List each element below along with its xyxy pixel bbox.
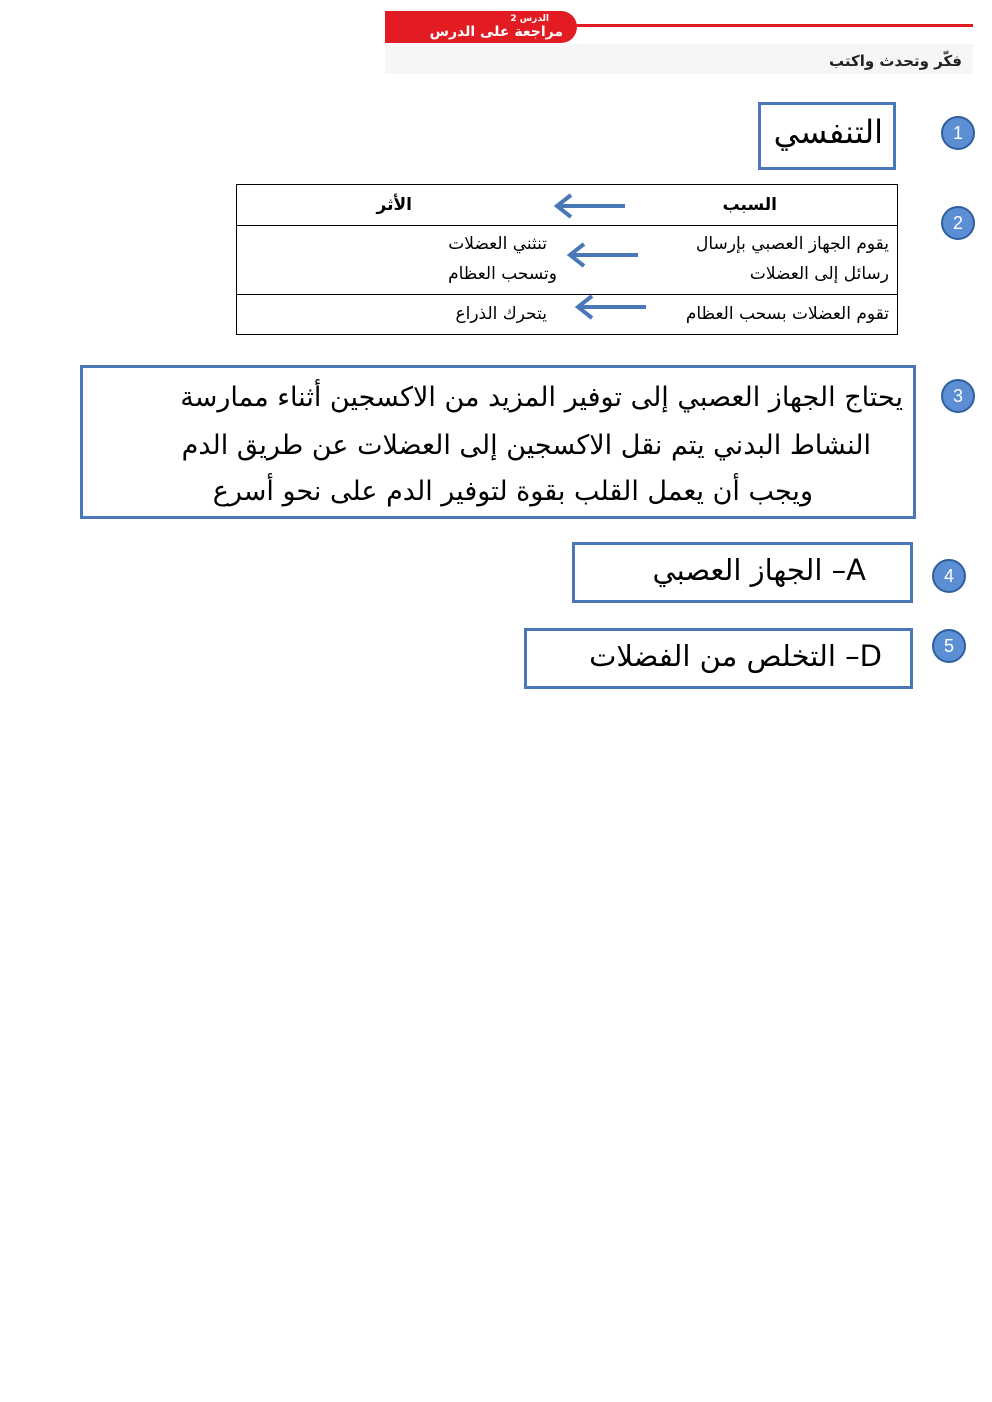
answer-box-1 <box>758 102 896 170</box>
item-number-3: 3 <box>941 379 975 413</box>
row2-cause: تقوم العضلات بسحب العظام <box>685 304 889 324</box>
answer-4-text: A– الجهاز العصبي <box>652 553 866 587</box>
header-cause: السبب <box>722 195 777 215</box>
row1-effect-line1: تنثني العضلات <box>448 234 547 254</box>
row2-effect: يتحرك الذراع <box>455 304 547 324</box>
cause-effect-table <box>236 184 898 335</box>
header-effect: الأثر <box>376 195 412 215</box>
item-number-4: 4 <box>932 559 966 593</box>
row1-cause-line2: رسائل إلى العضلات <box>749 264 889 284</box>
answer-box-3 <box>80 365 916 519</box>
lesson-title: مراجعة على الدرس <box>429 24 563 40</box>
section-title: فكّر وتحدث واكتب <box>828 52 962 70</box>
lesson-number: الدرس 2 <box>510 14 549 24</box>
answer-box-4 <box>572 542 913 603</box>
table-divider <box>237 294 897 295</box>
item-number-1: 1 <box>941 116 975 150</box>
answer-3-line3: ويجب أن يعمل القلب بقوة لتوفير الدم على نحو أسرع <box>212 476 813 507</box>
lesson-tab <box>385 11 577 43</box>
answer-3-line2: النشاط البدني يتم نقل الاكسجين إلى العضلات عن طريق الدم <box>181 430 871 461</box>
table-divider <box>237 225 897 226</box>
answer-1-text: التنفسي <box>773 113 883 151</box>
answer-box-5 <box>524 628 913 689</box>
row1-cause-line1: يقوم الجهاز العصبي بإرسال <box>696 234 889 254</box>
arrow-left-icon <box>549 191 629 221</box>
answer-3-line1: يحتاج الجهاز العصبي إلى توفير المزيد من الاكسجين أثناء ممارسة <box>180 382 903 413</box>
answer-5-text: D– التخلص من الفضلات <box>589 639 882 673</box>
arrow-left-icon <box>562 240 642 270</box>
item-number-5: 5 <box>932 629 966 663</box>
item-number-2: 2 <box>941 206 975 240</box>
arrow-left-icon <box>570 292 650 322</box>
row1-effect-line2: وتسحب العظام <box>448 264 557 284</box>
